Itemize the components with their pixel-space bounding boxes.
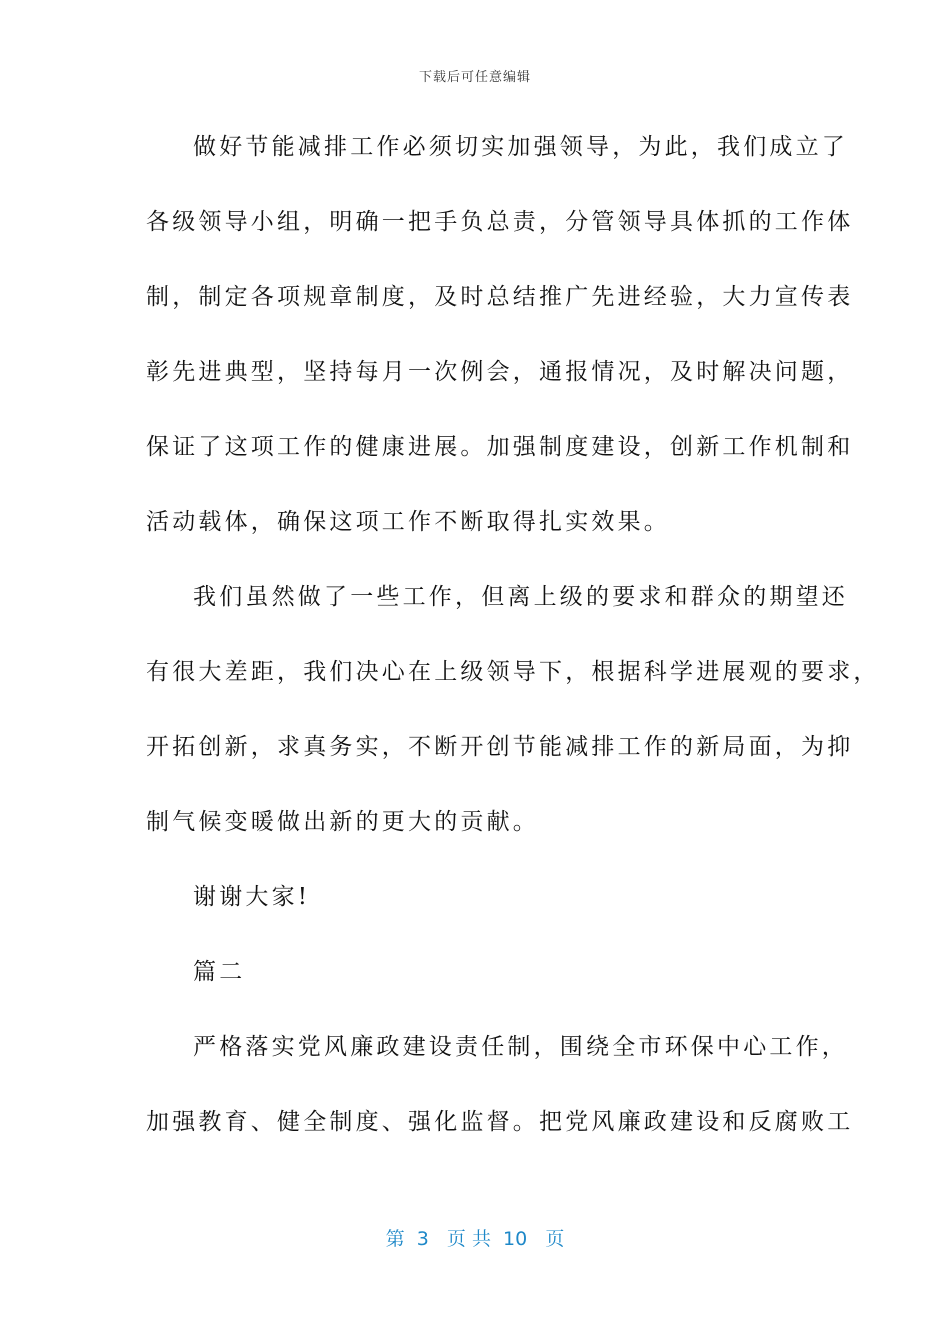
section-heading: 篇二	[193, 959, 246, 985]
paragraph-line: 加强教育、健全制度、强化监督。把党风廉政建设和反腐败工	[146, 1109, 854, 1135]
page-number-footer: 第 3 页 共 10 页	[385, 1228, 565, 1250]
page-header-note: 下载后可任意编辑	[418, 70, 531, 85]
paragraph-line: 做好节能减排工作必须切实加强领导，为此，我们成立了	[193, 134, 848, 160]
paragraph-line: 开拓创新，求真务实，不断开创节能减排工作的新局面，为抑	[146, 734, 854, 760]
paragraph-line: 彰先进典型，坚持每月一次例会，通报情况，及时解决问题，	[146, 359, 854, 385]
document-body	[146, 122, 880, 1172]
paragraph-line: 各级领导小组，明确一把手负总责，分管领导具体抓的工作体	[146, 209, 854, 235]
paragraph-line: 严格落实党风廉政建设责任制，围绕全市环保中心工作，	[193, 1034, 848, 1060]
closing-line: 谢谢大家!	[193, 884, 311, 910]
paragraph-line: 活动载体，确保这项工作不断取得扎实效果。	[146, 509, 670, 535]
paragraph-line: 制气候变暖做出新的更大的贡献。	[146, 809, 539, 835]
paragraph-line: 保证了这项工作的健康进展。加强制度建设，创新工作机制和	[146, 434, 854, 460]
paragraph-line: 我们虽然做了一些工作，但离上级的要求和群众的期望还	[193, 584, 848, 610]
paragraph-line: 制，制定各项规章制度，及时总结推广先进经验，大力宣传表	[146, 284, 854, 310]
paragraph-line: 有很大差距，我们决心在上级领导下，根据科学进展观的要求，	[146, 659, 880, 685]
